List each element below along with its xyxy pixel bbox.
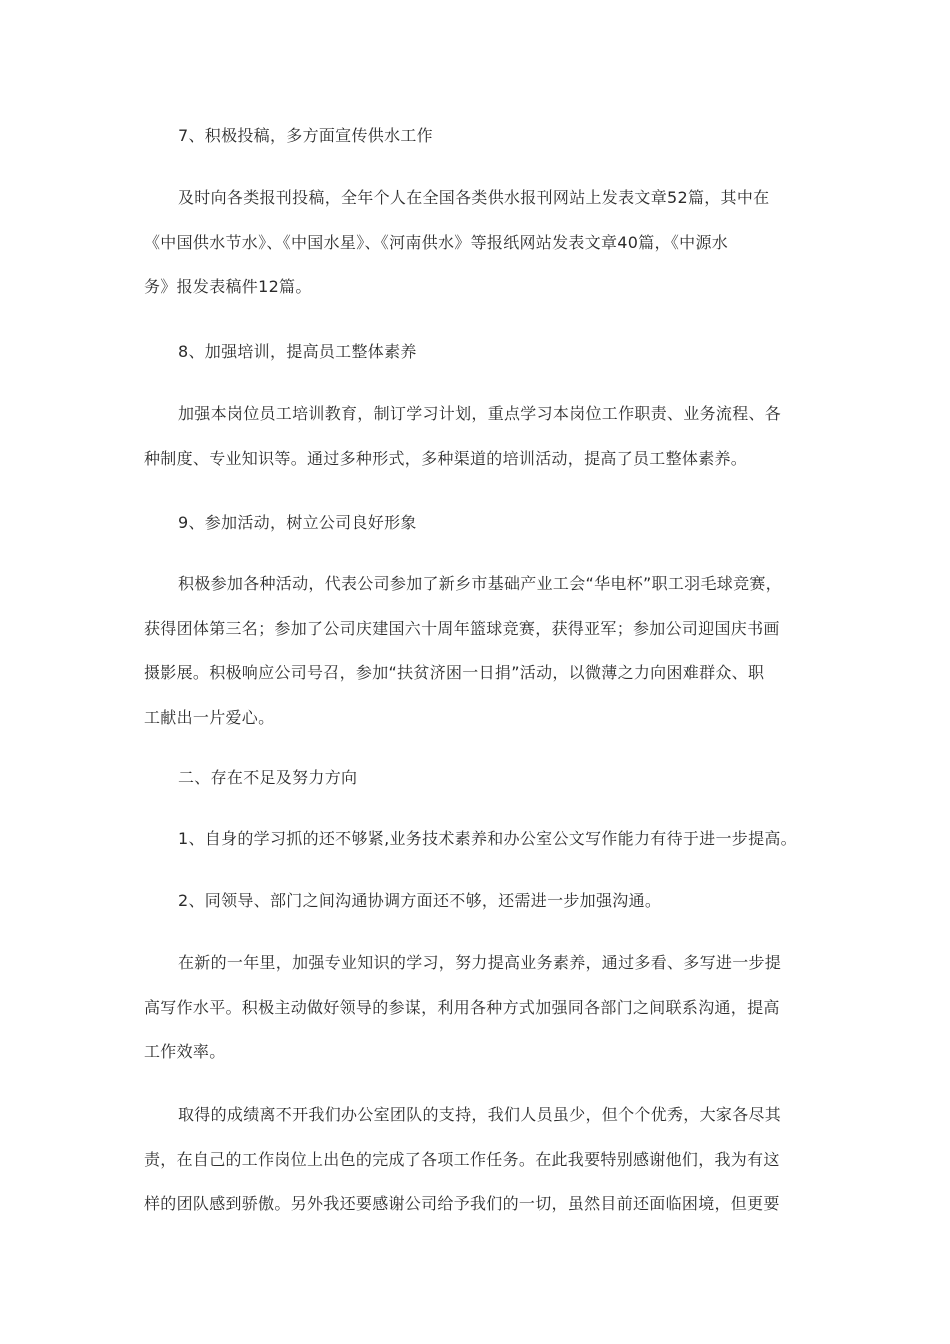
text-line: 摄影展。积极响应公司号召，参加“扶贫济困一日捐”活动，以微薄之力向困难群众、职 <box>144 663 765 682</box>
heading-9-activities <box>144 501 808 546</box>
paragraph-submissions <box>144 176 808 310</box>
text-line: 7、积极投稿，多方面宣传供水工作 <box>178 126 433 145</box>
paragraph-training <box>144 392 808 481</box>
text-line: 在新的一年里，加强专业知识的学习，努力提高业务素养，通过多看、多写进一步提 <box>178 953 782 972</box>
text-line: 二、存在不足及努力方向 <box>178 768 358 787</box>
text-line: 加强本岗位员工培训教育，制订学习计划，重点学习本岗位工作职责、业务流程、各 <box>178 404 782 423</box>
text-line: 2、同领导、部门之间沟通协调方面还不够，还需进一步加强沟通。 <box>178 891 662 910</box>
text-line: 高写作水平。积极主动做好领导的参谋，利用各种方式加强同各部门之间联系沟通，提高 <box>144 997 780 1017</box>
paragraph-team-thanks <box>144 1093 808 1227</box>
text-line: 积极参加各种活动，代表公司参加了新乡市基础产业工会“华电杯”职工羽毛球竞赛， <box>178 574 782 593</box>
heading-7-submissions <box>144 114 808 159</box>
text-line: 责，在自己的工作岗位上出色的完成了各项工作任务。在此我要特别感谢他们，我为有这 <box>144 1149 780 1169</box>
item-1-learning <box>144 817 808 862</box>
paragraph-new-year <box>144 941 808 1075</box>
text-line: 取得的成绩离不开我们办公室团队的支持，我们人员虽少，但个个优秀，大家各尽其 <box>178 1105 782 1124</box>
text-line: 种制度、专业知识等。通过多种形式，多种渠道的培训活动，提高了员工整体素养。 <box>144 448 748 468</box>
text-line: 8、加强培训，提高员工整体素养 <box>178 342 417 361</box>
text-line: 9、参加活动，树立公司良好形象 <box>178 513 417 532</box>
text-line: 工作效率。 <box>144 1042 226 1061</box>
text-line: 务》报发表稿件12篇。 <box>144 277 312 296</box>
paragraph-activities <box>144 562 808 740</box>
heading-shortcomings <box>144 756 808 801</box>
text-line: 1、自身的学习抓的还不够紧,业务技术素养和办公室公文写作能力有待于进一步提高。 <box>178 829 797 848</box>
text-line: 及时向各类报刊投稿，全年个人在全国各类供水报刊网站上发表文章52篇，其中在 <box>178 188 770 207</box>
text-line: 《中国供水节水》、《中国水星》、《河南供水》等报纸网站发表文章40篇，《中源水 <box>144 232 729 252</box>
item-2-communication <box>144 879 808 924</box>
text-line: 样的团队感到骄傲。另外我还要感谢公司给予我们的一切，虽然目前还面临困境，但更要 <box>144 1194 780 1213</box>
text-line: 获得团体第三名；参加了公司庆建国六十周年篮球竞赛，获得亚军；参加公司迎国庆书画 <box>144 618 780 638</box>
text-line: 工献出一片爱心。 <box>144 707 275 727</box>
heading-8-training <box>144 330 808 375</box>
